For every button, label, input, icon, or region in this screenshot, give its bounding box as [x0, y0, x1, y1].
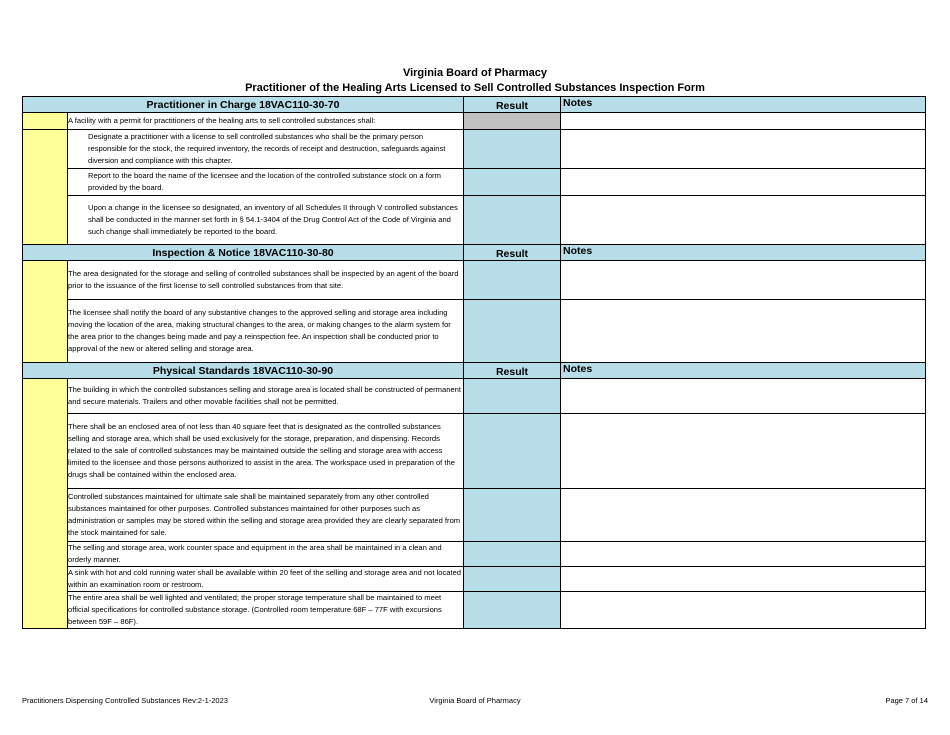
form-row [23, 489, 926, 542]
row-marker [23, 379, 68, 629]
result-cell [464, 113, 561, 130]
row-marker [23, 130, 68, 245]
notes-cell[interactable] [561, 489, 926, 542]
requirement-text: Controlled substances maintained for ultimate sale shall be maintained separately from any other controlled substances maintained for other purposes. Controlled substances maintained for other purposes such as administration or samples may be stored within the selling and storage area provided they are clearly separated from the stock maintained for sale. [68, 489, 464, 542]
notes-cell[interactable] [561, 414, 926, 489]
result-cell[interactable] [464, 130, 561, 169]
notes-column-header: Notes [561, 245, 926, 261]
result-cell[interactable] [464, 379, 561, 414]
form-row [23, 130, 926, 169]
form-row [23, 542, 926, 567]
requirement-text: Upon a change in the licensee so designated, an inventory of all Schedules II through V controlled substances shall be conducted in the manner set forth in § 54.1-3404 of the Drug Control Act of the Code of Virginia and such change shall immediately be reported to the board. [68, 196, 464, 245]
form-row [23, 261, 926, 300]
footer-revision: Practitioners Dispensing Controlled Substances Rev:2-1-2023 [22, 696, 228, 705]
result-cell[interactable] [464, 169, 561, 196]
notes-cell[interactable] [561, 261, 926, 300]
notes-cell[interactable] [561, 592, 926, 629]
requirement-text: A facility with a permit for practitioners of the healing arts to sell controlled substances shall: [68, 113, 464, 130]
notes-column-header: Notes [561, 97, 926, 113]
document-subtitle: Practitioner of the Healing Arts Licensed to Sell Controlled Substances Inspection Form [245, 82, 705, 94]
notes-cell[interactable] [561, 542, 926, 567]
form-row [23, 414, 926, 489]
result-cell[interactable] [464, 414, 561, 489]
result-column-header: Result [464, 245, 561, 261]
form-row [23, 113, 926, 130]
form-row [23, 169, 926, 196]
notes-cell[interactable] [561, 300, 926, 363]
result-column-header: Result [464, 97, 561, 113]
footer-board-name: Virginia Board of Pharmacy [429, 696, 521, 705]
inspection-form-table [22, 96, 926, 629]
notes-cell[interactable] [561, 379, 926, 414]
section-header [23, 245, 926, 261]
result-cell[interactable] [464, 567, 561, 592]
requirement-text: A sink with hot and cold running water shall be available within 20 feet of the selling and storage area and not located within an examination room or restroom. [68, 567, 464, 592]
result-cell[interactable] [464, 542, 561, 567]
notes-cell[interactable] [561, 169, 926, 196]
section-title: Physical Standards 18VAC110-30-90 [23, 363, 464, 379]
requirement-text: The licensee shall notify the board of any substantive changes to the approved selling and storage area including moving the location of the area, making structural changes to the area, or making changes to the alarm system for the area prior to the changes being made and pay a reinspection fee. An inspection shall be conducted prior to approval of the new or altered selling and storage area. [68, 300, 464, 363]
requirement-text: Report to the board the name of the licensee and the location of the controlled substance stock on a form provided by the board. [68, 169, 464, 196]
result-column-header: Result [464, 363, 561, 379]
notes-cell[interactable] [561, 196, 926, 245]
form-row [23, 567, 926, 592]
notes-cell[interactable] [561, 130, 926, 169]
notes-column-header: Notes [561, 363, 926, 379]
requirement-text: Designate a practitioner with a license to sell controlled substances who shall be the primary person responsible for the stock, the required inventory, the records of receipt and destruction, safeguards against diversion and compliance with this chapter. [68, 130, 464, 169]
requirement-text: The area designated for the storage and selling of controlled substances shall be inspected by an agent of the board prior to the issuance of the first license to sell controlled substances from that site. [68, 261, 464, 300]
section-title: Practitioner in Charge 18VAC110-30-70 [23, 97, 464, 113]
section-header [23, 363, 926, 379]
section-title: Inspection & Notice 18VAC110-30-80 [23, 245, 464, 261]
document-title: Virginia Board of Pharmacy [402, 67, 548, 79]
form-row [23, 379, 926, 414]
requirement-text: The building in which the controlled substances selling and storage area is located shall be constructed of permanent and secure materials. Trailers and other movable facilities shall not be permitted. [68, 379, 464, 414]
requirement-text: The selling and storage area, work counter space and equipment in the area shall be maintained in a clean and orderly manner. [68, 542, 464, 567]
form-row [23, 196, 926, 245]
requirement-text: The entire area shall be well lighted and ventilated; the proper storage temperature shall be maintained to meet official specifications for controlled substance storage. (Controlled room temperature 68F – 77F with excursions between 59F – 86F). [68, 592, 464, 629]
requirement-text: There shall be an enclosed area of not less than 40 square feet that is designated as the controlled substances selling and storage area, which shall be used exclusively for the storage, preparation, and dispensing. Records related to the sale of controlled substances may be maintained outside the selling and storage area with access limited to the licensee and those persons authorized to assist in the area. The workspace used in preparation of the drugs shall be contained within the enclosed area. [68, 414, 464, 489]
section-header [23, 97, 926, 113]
result-cell[interactable] [464, 300, 561, 363]
form-row [23, 592, 926, 629]
footer-page-number: Page 7 of 14 [885, 696, 928, 705]
result-cell[interactable] [464, 196, 561, 245]
notes-cell[interactable] [561, 113, 926, 130]
result-cell[interactable] [464, 261, 561, 300]
row-marker [23, 113, 68, 130]
result-cell[interactable] [464, 489, 561, 542]
form-row [23, 300, 926, 363]
notes-cell[interactable] [561, 567, 926, 592]
row-marker [23, 261, 68, 363]
result-cell[interactable] [464, 592, 561, 629]
